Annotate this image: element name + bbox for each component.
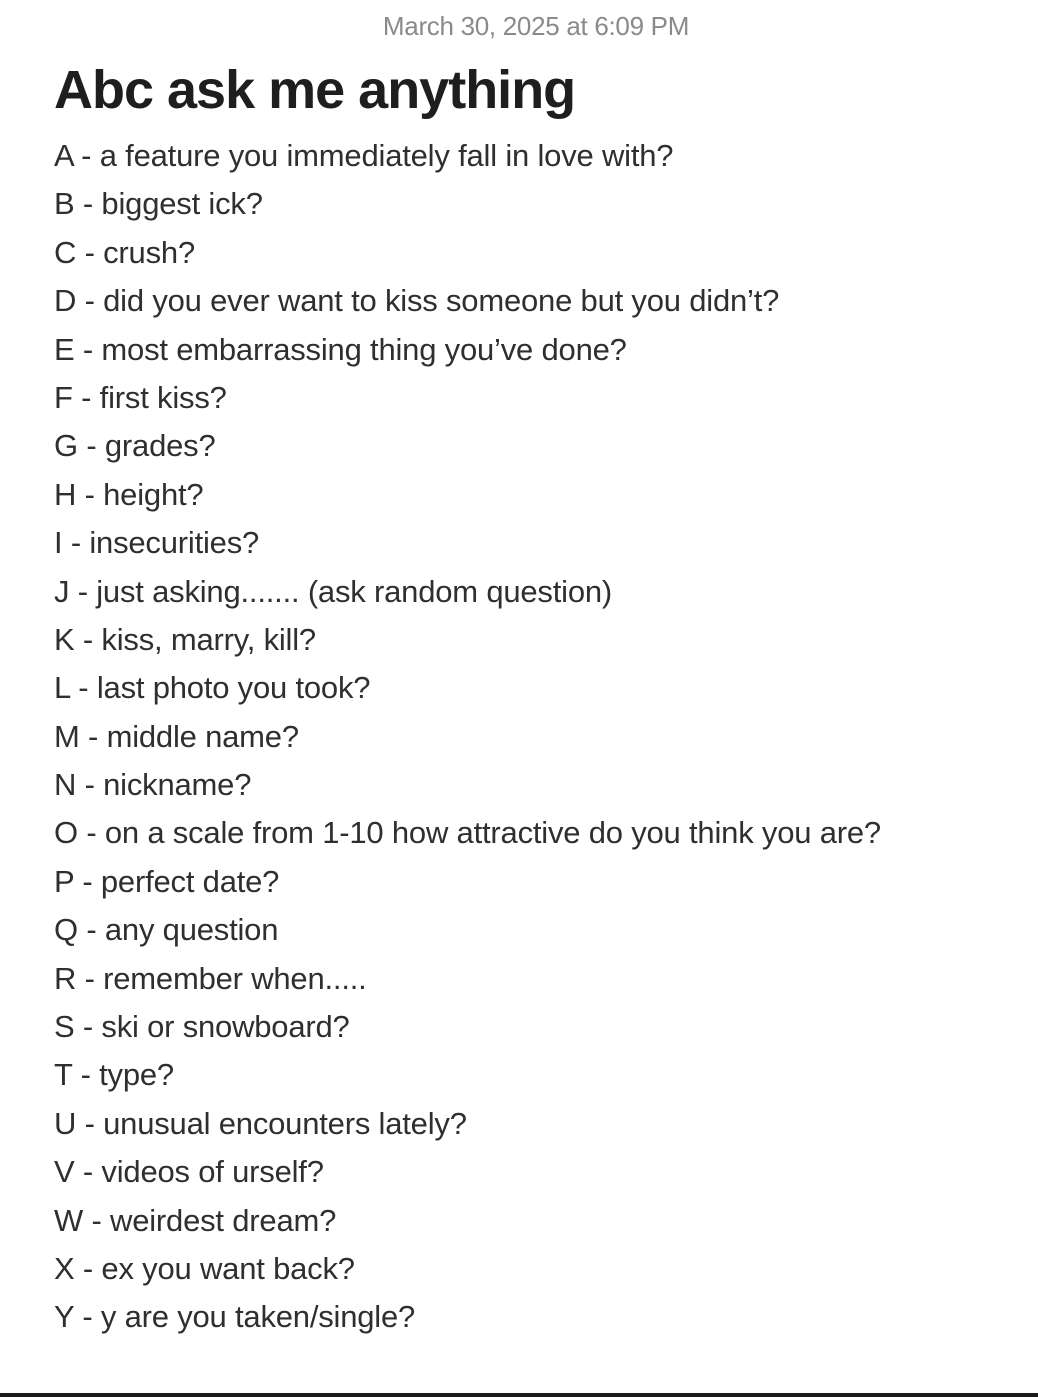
list-item[interactable]: L - last photo you took?	[54, 670, 371, 706]
note-title[interactable]: Abc ask me anything	[54, 60, 576, 120]
list-item[interactable]: A - a feature you immediately fall in love with?	[54, 138, 674, 173]
list-item[interactable]: Q - any question	[54, 912, 279, 948]
question-list	[54, 134, 1024, 1344]
list-item[interactable]: I - insecurities?	[54, 525, 260, 561]
list-item[interactable]: R - remember when.....	[54, 960, 367, 996]
list-item[interactable]: Y - y are you taken/single?	[54, 1299, 416, 1335]
list-item[interactable]: S - ski or snowboard?	[54, 1009, 350, 1045]
list-item[interactable]: H - height?	[54, 476, 204, 512]
list-item[interactable]: W - weirdest dream?	[54, 1202, 337, 1238]
list-item[interactable]: P - perfect date?	[54, 863, 280, 899]
bottom-divider	[0, 1393, 1038, 1397]
list-item[interactable]: F - first kiss?	[54, 379, 227, 415]
list-item[interactable]: E - most embarrassing thing you’ve done?	[54, 331, 627, 367]
list-item[interactable]: J - just asking....... (ask random question)	[54, 573, 613, 609]
list-item[interactable]: B - biggest ick?	[54, 186, 263, 222]
list-item[interactable]: X - ex you want back?	[54, 1250, 355, 1286]
list-item[interactable]: D - did you ever want to kiss someone but you didn’t?	[54, 283, 780, 319]
list-item[interactable]: U - unusual encounters lately?	[54, 1105, 467, 1141]
list-item[interactable]: T - type?	[54, 1057, 174, 1093]
list-item[interactable]: V - videos of urself?	[54, 1154, 324, 1190]
note-timestamp: March 30, 2025 at 6:09 PM	[382, 11, 690, 41]
list-item[interactable]: O - on a scale from 1-10 how attractive do you think you are?	[54, 815, 881, 851]
list-item[interactable]: C - crush?	[54, 234, 195, 270]
list-item[interactable]: K - kiss, marry, kill?	[54, 621, 316, 657]
list-item[interactable]: M - middle name?	[54, 718, 299, 754]
list-item[interactable]: G - grades?	[54, 428, 216, 464]
list-item[interactable]: N - nickname?	[54, 767, 252, 803]
